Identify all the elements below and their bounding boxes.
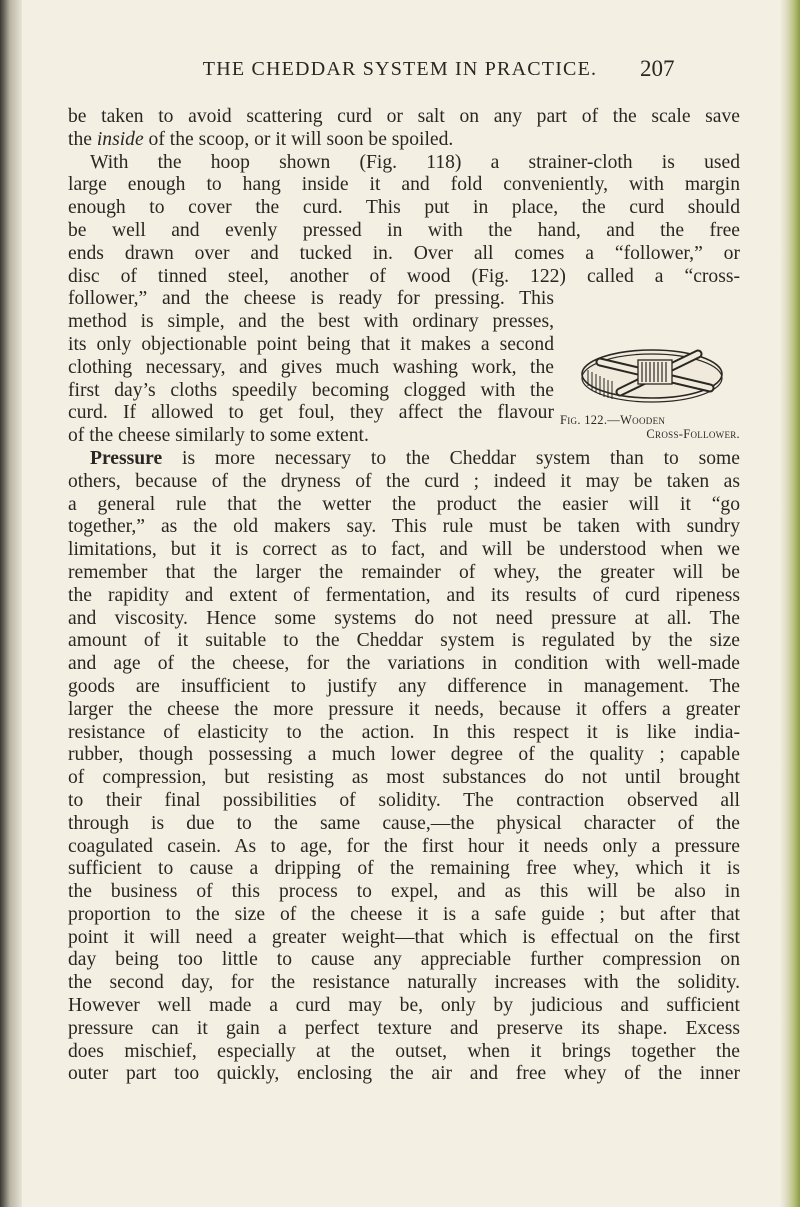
text-line: curd. If allowed to get foul, they affect the flavour [68, 402, 554, 424]
figure-caption-line: Fig. 122.—Wooden [560, 413, 666, 427]
text-line: its only objectionable point being that it makes a second [68, 333, 554, 355]
text-line: follower,” and the cheese is ready for pressing. This [68, 288, 554, 310]
text-line: and age of the cheese, for the variations in condition with well-made [68, 653, 740, 675]
text-line: together,” as the old makers say. This rule must be taken with sundry [68, 516, 740, 538]
text-line: remember that the larger the remainder of whey, the greater will be [68, 561, 740, 583]
text-line: through is due to the same cause,—the physical character of the [68, 812, 740, 834]
text-line: disc of tinned steel, another of wood (Fig. 122) called a “cross- [68, 265, 740, 287]
text-line: rubber, though possessing a much lower degree of the quality ; capable [68, 744, 740, 766]
text-line: larger the cheese the more pressure it needs, because it offers a greater [68, 698, 740, 720]
text-line: large enough to hang inside it and fold conveniently, with margin [68, 174, 740, 196]
text-line: point it will need a greater weight—that which is effectual on the first [68, 926, 740, 948]
text-line: method is simple, and the best with ordinary presses, [68, 311, 554, 333]
text-line: ends drawn over and tucked in. Over all comes a “follower,” or [68, 242, 740, 264]
text-line: clothing necessary, and gives much washing work, the [68, 356, 554, 378]
page-binding-edge [0, 0, 22, 1207]
text-line: resistance of elasticity to the action. In this respect it is like india- [68, 721, 740, 743]
text-line: However well made a curd may be, only by judicious and sufficient [68, 995, 740, 1017]
text-line: limitations, but it is correct as to fact, and will be understood when we [68, 539, 740, 561]
text-line: amount of it suitable to the Cheddar system is regulated by the size [68, 630, 740, 652]
text-line: proportion to the size of the cheese it is a safe guide ; but after that [68, 903, 740, 925]
text-line: enough to cover the curd. This put in place, the curd should [68, 197, 740, 219]
figure-caption [560, 413, 742, 441]
body-text [68, 106, 740, 1086]
text-line: outer part too quickly, enclosing the air and free whey of the inner [68, 1063, 740, 1085]
text-line: a general rule that the wetter the product the easier will it “go [68, 493, 740, 515]
text-line: With the hoop shown (Fig. 118) a strainer-cloth is used [90, 151, 740, 173]
text-line: pressure can it gain a perfect texture and preserve its shape. Excess [68, 1017, 740, 1039]
text-line: others, because of the dryness of the curd ; indeed it may be taken as [68, 470, 740, 492]
running-header [0, 58, 800, 81]
figure-caption-line: Cross-Follower. [646, 427, 740, 441]
running-title: THE CHEDDAR SYSTEM IN PRACTICE. [202, 58, 598, 80]
bold-term: Pressure [90, 447, 163, 469]
text-line: to their final possibilities of solidity. The contraction observed all [68, 789, 740, 811]
text-line: does mischief, especially at the outset, when it brings together the [68, 1040, 740, 1062]
text-line: Pressure is more necessary to the Cheddar system than to some [90, 447, 740, 469]
text-line: day being too little to cause any appreciable further compression on [68, 949, 740, 971]
text-line: be well and evenly pressed in with the hand, and the free [68, 219, 740, 241]
text-line: of the cheese similarly to some extent. [68, 425, 369, 447]
text-line: be taken to avoid scattering curd or salt on any part of the scale save [68, 106, 740, 127]
page-outer-edge [780, 0, 800, 1207]
text-line: the rapidity and extent of fermentation, and its results of curd ripeness [68, 584, 740, 606]
text-line: first day’s cloths speedily becoming clogged with the [68, 379, 554, 401]
text-line: of compression, but resisting as most substances do not until brought [68, 767, 740, 789]
page-number: 207 [640, 56, 675, 81]
text-line: the business of this process to expel, and as this will be also in [68, 881, 740, 903]
cross-follower-illustration [560, 340, 730, 410]
text-line: the second day, for the resistance naturally increases with the solidity. [68, 972, 740, 994]
text-line: and viscosity. Hence some systems do not need pressure at all. The [68, 607, 740, 629]
text-line: coagulated casein. As to age, for the first hour it needs only a pressure [68, 835, 740, 857]
text-line: sufficient to cause a dripping of the remaining free whey, which it is [68, 858, 740, 880]
text-line: goods are insufficient to justify any difference in management. The [68, 675, 740, 697]
text-line: the inside of the scoop, or it will soon be spoiled. [68, 128, 454, 150]
